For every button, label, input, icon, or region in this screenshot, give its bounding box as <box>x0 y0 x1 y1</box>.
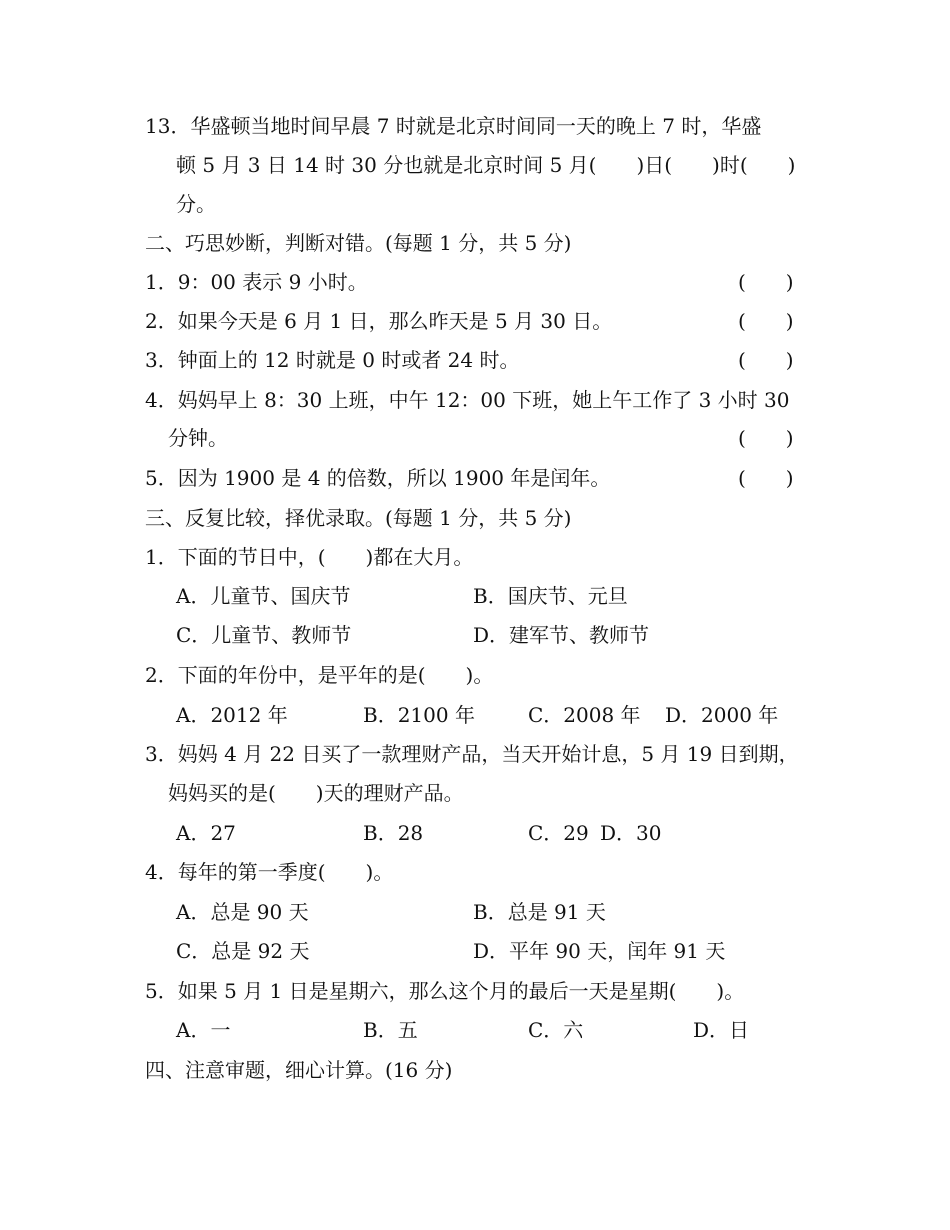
choice-q1-option-c[interactable]: C．儿童节、教师节 <box>176 623 352 647</box>
choice-q5-option-b[interactable]: B．五 <box>363 1018 418 1042</box>
choice-q3-option-c[interactable]: C．29 <box>528 821 589 845</box>
choice-q5-option-d[interactable]: D．日 <box>693 1018 750 1042</box>
choice-q5-option-a[interactable]: A．一 <box>176 1018 231 1042</box>
choice-q4-stem: 4．每年的第一季度( )。 <box>145 860 394 884</box>
judge-answer-5[interactable]: ( ) <box>738 466 794 490</box>
choice-q1-option-b[interactable]: B．国庆节、元旦 <box>473 584 628 608</box>
judge-item-4: 4．妈妈早上 8：30 上班，中午 12：00 下班，她上午工作了 3 小时 30 <box>145 388 790 412</box>
choice-q1-stem: 1．下面的节日中，( )都在大月。 <box>145 545 474 569</box>
choice-q2-option-c[interactable]: C．2008 年 <box>528 703 641 727</box>
judge-answer-2[interactable]: ( ) <box>738 309 794 333</box>
choice-q2-option-b[interactable]: B．2100 年 <box>363 703 475 727</box>
choice-q1-option-d[interactable]: D．建军节、教师节 <box>473 623 650 647</box>
choice-q3-option-d[interactable]: D．30 <box>600 821 662 845</box>
section4-heading: 四、注意审题，细心计算。(16 分) <box>145 1058 453 1082</box>
choice-q4-option-d[interactable]: D．平年 90 天，闰年 91 天 <box>473 939 726 963</box>
choice-q2-stem: 2．下面的年份中，是平年的是( )。 <box>145 663 494 687</box>
choice-q4-option-c[interactable]: C．总是 92 天 <box>176 939 310 963</box>
choice-q2-option-d[interactable]: D．2000 年 <box>665 703 779 727</box>
q13-line2: 顿 5 月 3 日 14 时 30 分也就是北京时间 5 月( )日( )时( ) <box>176 153 796 177</box>
q13-line3: 分。 <box>176 192 216 216</box>
judge-item-3: 3．钟面上的 12 时就是 0 时或者 24 时。 <box>145 348 520 372</box>
judge-answer-3[interactable]: ( ) <box>738 348 794 372</box>
judge-item-5: 5．因为 1900 是 4 的倍数，所以 1900 年是闰年。 <box>145 466 611 490</box>
choice-q4-option-b[interactable]: B．总是 91 天 <box>473 900 606 924</box>
judge-item-1: 1．9：00 表示 9 小时。 <box>145 270 368 294</box>
q13-line1: 13．华盛顿当地时间早晨 7 时就是北京时间同一天的晚上 7 时，华盛 <box>145 114 762 138</box>
judge-item-4-cont: 分钟。 <box>168 426 228 450</box>
choice-q2-option-a[interactable]: A．2012 年 <box>176 703 288 727</box>
judge-answer-4[interactable]: ( ) <box>738 426 794 450</box>
choice-q4-option-a[interactable]: A．总是 90 天 <box>176 900 309 924</box>
section2-heading: 二、巧思妙断，判断对错。(每题 1 分，共 5 分) <box>145 231 572 255</box>
judge-answer-1[interactable]: ( ) <box>738 270 794 294</box>
choice-q5-stem: 5．如果 5 月 1 日是星期六，那么这个月的最后一天是星期( )。 <box>145 979 745 1003</box>
choice-q1-option-a[interactable]: A．儿童节、国庆节 <box>176 584 351 608</box>
choice-q3-stem-cont: 妈妈买的是( )天的理财产品。 <box>168 781 464 805</box>
choice-q3-option-a[interactable]: A．27 <box>176 821 236 845</box>
section3-heading: 三、反复比较，择优录取。(每题 1 分，共 5 分) <box>145 506 572 530</box>
choice-q3-option-b[interactable]: B．28 <box>363 821 424 845</box>
choice-q5-option-c[interactable]: C．六 <box>528 1018 584 1042</box>
choice-q3-stem: 3．妈妈 4 月 22 日买了一款理财产品，当天开始计息，5 月 19 日到期， <box>145 742 799 766</box>
judge-item-2: 2．如果今天是 6 月 1 日，那么昨天是 5 月 30 日。 <box>145 309 613 333</box>
